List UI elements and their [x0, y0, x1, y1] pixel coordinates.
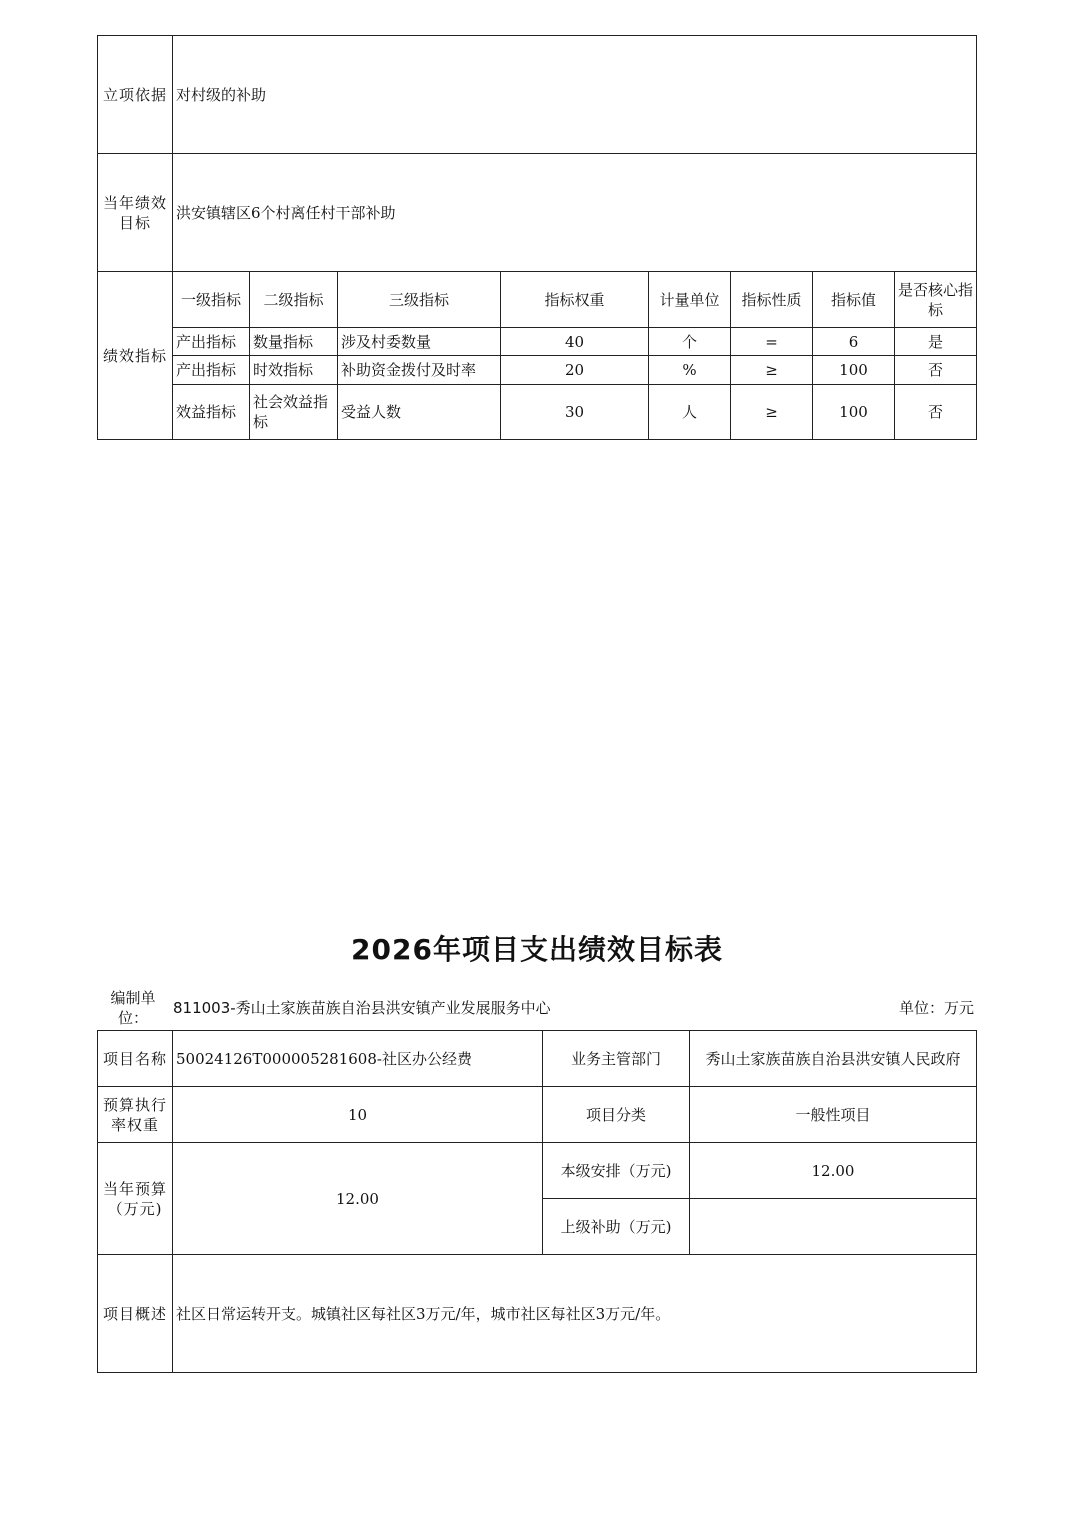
- org-value: 811003-秀山土家族苗族自治县洪安镇产业发展服务中心: [173, 999, 551, 1017]
- row3-level2: 社会效益指标: [250, 385, 338, 440]
- indicators-label: 绩效指标: [98, 272, 173, 440]
- row1-level2: 数量指标: [250, 328, 338, 356]
- basis-label: 立项依据: [98, 36, 173, 154]
- header-unit: 计量单位: [649, 272, 731, 328]
- row2-core: 否: [895, 356, 977, 385]
- table-row: [98, 328, 977, 356]
- row3-unit: 人: [649, 385, 731, 440]
- unit-label: 单位：万元: [898, 999, 974, 1017]
- row1-level3: 涉及村委数量: [338, 328, 501, 356]
- row2-level1: 产出指标: [173, 356, 250, 385]
- org-label: 编制单位：: [110, 989, 156, 1027]
- header-level2: 二级指标: [250, 272, 338, 328]
- budget-value: 12.00: [173, 1143, 543, 1255]
- upper-value: [690, 1199, 977, 1255]
- row1-weight: 40: [501, 328, 649, 356]
- category-label: 项目分类: [543, 1087, 690, 1143]
- dept-label: 业务主管部门: [543, 1031, 690, 1087]
- header-level1: 一级指标: [173, 272, 250, 328]
- row2-unit: %: [649, 356, 731, 385]
- page-title: 2026年项目支出绩效目标表: [351, 933, 723, 966]
- basis-value: 对村级的补助: [173, 36, 977, 154]
- goal-value: 洪安镇辖区6个村离任村干部补助: [173, 154, 977, 272]
- category-value: 一般性项目: [690, 1087, 977, 1143]
- row3-level1: 效益指标: [173, 385, 250, 440]
- row2-level3: 补助资金拨付及时率: [338, 356, 501, 385]
- exec-weight-value: 10: [173, 1087, 543, 1143]
- table-header-info: [97, 988, 976, 1028]
- row1-unit: 个: [649, 328, 731, 356]
- row2-value: 100: [813, 356, 895, 385]
- row3-value: 100: [813, 385, 895, 440]
- upper-label: 上级补助（万元): [543, 1199, 690, 1255]
- project-name-value: 50024126T000005281608-社区办公经费: [173, 1031, 543, 1087]
- project-budget-table: [97, 1030, 977, 1373]
- local-value: 12.00: [690, 1143, 977, 1199]
- header-core: 是否核心指标: [895, 272, 977, 328]
- row1-core: 是: [895, 328, 977, 356]
- header-value: 指标值: [813, 272, 895, 328]
- overview-value: 社区日常运转开支。城镇社区每社区3万元/年，城市社区每社区3万元/年。: [173, 1255, 977, 1373]
- header-level3: 三级指标: [338, 272, 501, 328]
- dept-value: 秀山土家族苗族自治县洪安镇人民政府: [690, 1031, 977, 1087]
- header-nature: 指标性质: [731, 272, 813, 328]
- budget-label: 当年预算（万元): [98, 1143, 173, 1255]
- row3-weight: 30: [501, 385, 649, 440]
- row3-core: 否: [895, 385, 977, 440]
- row3-nature: ≥: [731, 385, 813, 440]
- row2-weight: 20: [501, 356, 649, 385]
- table-row: [98, 385, 977, 440]
- row2-level2: 时效指标: [250, 356, 338, 385]
- overview-label: 项目概述: [98, 1255, 173, 1373]
- row3-level3: 受益人数: [338, 385, 501, 440]
- row1-nature: =: [731, 328, 813, 356]
- goal-label: 当年绩效目标: [98, 154, 173, 272]
- project-name-label: 项目名称: [98, 1031, 173, 1087]
- row1-value: 6: [813, 328, 895, 356]
- row1-level1: 产出指标: [173, 328, 250, 356]
- local-label: 本级安排（万元): [543, 1143, 690, 1199]
- exec-weight-label: 预算执行率权重: [98, 1087, 173, 1143]
- row2-nature: ≥: [731, 356, 813, 385]
- header-weight: 指标权重: [501, 272, 649, 328]
- table-row: [98, 356, 977, 385]
- performance-indicator-table: [97, 35, 977, 440]
